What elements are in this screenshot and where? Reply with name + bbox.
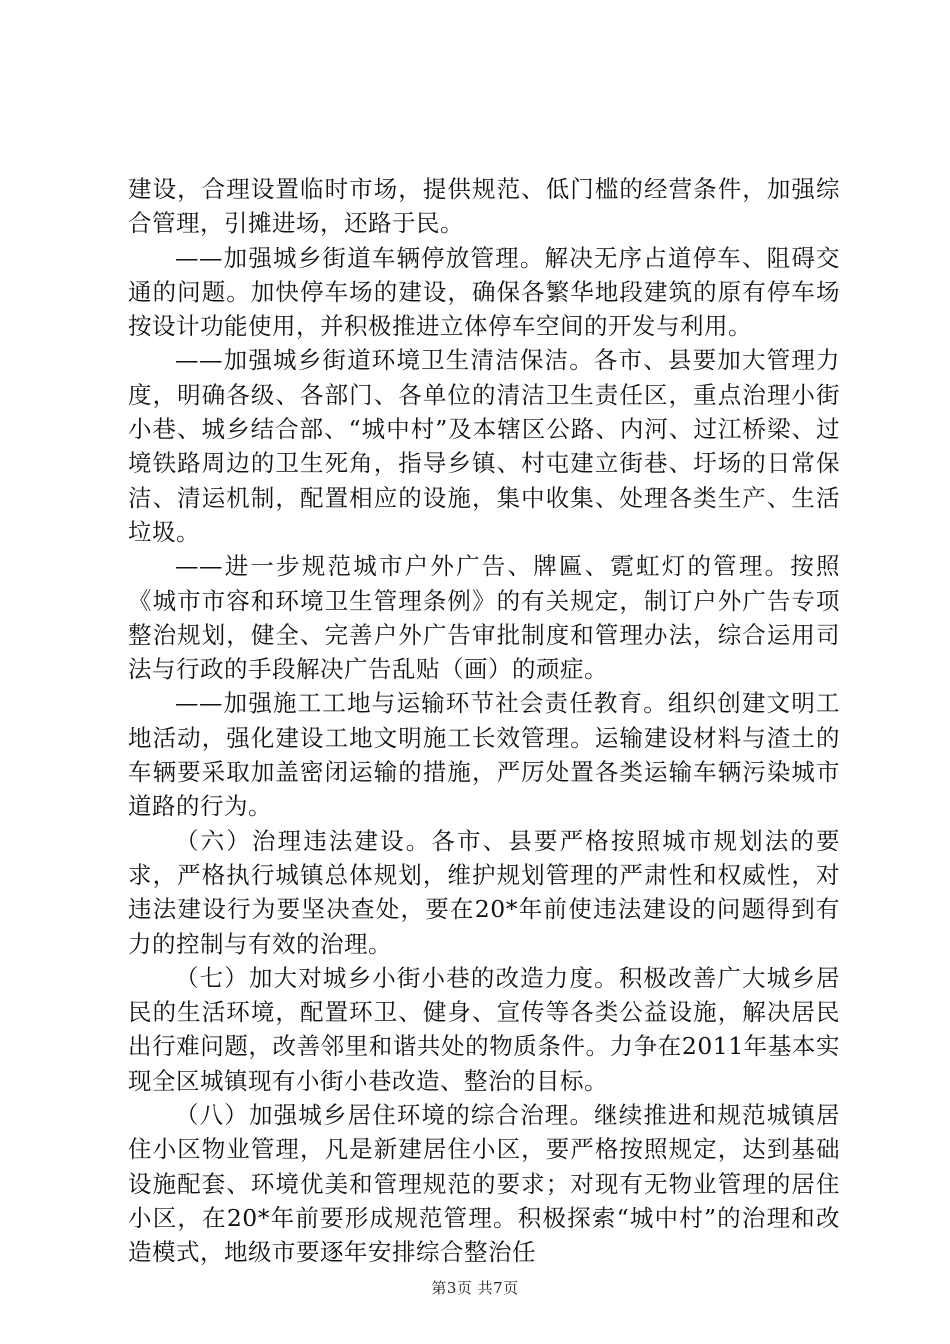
paragraph-section-eight: （八）加强城乡居住环境的综合治理。继续推进和规范城镇居住小区物业管理，凡是新建居住小区，要严格按照规定，达到基础设施配套、环境优美和管理规范的要求；对现有无物业管理的居住小区，在20*年前要形成规范管理。积极探索“城中村”的治理和改造模式，地级市要逐年安排综合整治任 <box>128 1101 840 1267</box>
page-footer: 第3页 共7页 <box>431 1279 519 1297</box>
paragraph-section-six: （六）治理违法建设。各市、县要严格按照城市规划法的要求，严格执行城镇总体规划，维护规划管理的严肃性和权威性，对违法建设行为要坚决查处，要在20*年前使违法建设的问题得到有力的控制与有效的治理。 <box>128 826 840 958</box>
paragraph-section-seven: （七）加大对城乡小街小巷的改造力度。积极改善广大城乡居民的生活环境，配置环卫、健身、宣传等各类公益设施，解决居民出行难问题，改善邻里和谐共处的物质条件。力争在2011年基本实现全区城镇现有小街小巷改造、整治的目标。 <box>128 963 840 1095</box>
paragraph-street-sanitation: ——加强城乡街道环境卫生清洁保洁。各市、县要加大管理力度，明确各级、各部门、各单位的清洁卫生责任区，重点治理小街小巷、城乡结合部、“城中村”及本辖区公路、内河、过江桥梁、过境铁路周边的卫生死角，指导乡镇、村屯建立街巷、圩场的日常保洁、清运机制，配置相应的设施，集中收集、处理各类生产、生活垃圾。 <box>128 346 840 546</box>
document-body <box>128 172 840 1270</box>
paragraph-continuation: 建设，合理设置临时市场，提供规范、低门槛的经营条件，加强综合管理，引摊进场，还路于民。 <box>128 175 840 238</box>
paragraph-construction-sites: ——加强施工工地与运输环节社会责任教育。组织创建文明工地活动，强化建设工地文明施工长效管理。运输建设材料与渣土的车辆要采取加盖密闭运输的措施，严厉处置各类运输车辆污染城市道路的行为。 <box>128 689 840 821</box>
paragraph-vehicle-parking: ——加强城乡街道车辆停放管理。解决无序占道停车、阻碍交通的问题。加快停车场的建设，确保各繁华地段建筑的原有停车场按设计功能使用，并积极推进立体停车空间的开发与利用。 <box>128 243 840 341</box>
paragraph-outdoor-advertising: ——进一步规范城市户外广告、牌匾、霓虹灯的管理。按照《城市市容和环境卫生管理条例》的有关规定，制订户外广告专项整治规划，健全、完善户外广告审批制度和管理办法，综合运用司法与行政的手段解决广告乱贴（画）的顽症。 <box>128 552 840 684</box>
